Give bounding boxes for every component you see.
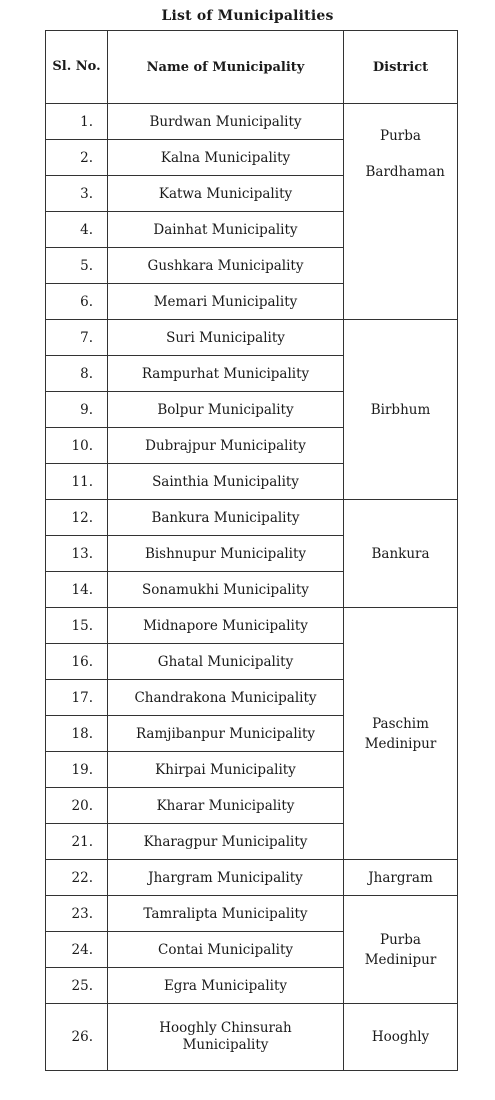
row-name: Gushkara Municipality [108,248,344,284]
district-name: Birbhum [370,401,431,418]
district-name: Hooghly [371,1029,430,1045]
district-name: Jhargram [368,869,433,886]
row-sl: 6. [46,284,108,320]
row-sl: 19. [46,752,108,788]
row-sl: 16. [46,644,108,680]
row-name: Contai Municipality [108,932,344,968]
row-name: Bankura Municipality [108,500,344,536]
row-sl: 11. [46,464,108,500]
header-row [46,31,458,104]
row-name [108,1004,344,1071]
row-name: Midnapore Municipality [108,608,344,644]
row-name: Jhargram Municipality [108,860,344,896]
table-row [46,500,458,536]
district-cell [344,320,458,500]
row-name: Sonamukhi Municipality [108,572,344,608]
table-row [46,320,458,356]
row-sl: 4. [46,212,108,248]
district-name: Bankura [371,545,430,562]
row-sl: 22. [46,860,108,896]
row-name: Ramjibanpur Municipality [108,716,344,752]
row-name: Egra Municipality [108,968,344,1004]
row-name: Suri Municipality [108,320,344,356]
row-sl: 18. [46,716,108,752]
municipality-table [45,30,458,1071]
row-sl: 8. [46,356,108,392]
row-name: Bolpur Municipality [108,392,344,428]
row-sl: 12. [46,500,108,536]
row-name: Dainhat Municipality [108,212,344,248]
row-sl: 7. [46,320,108,356]
row-name: Dubrajpur Municipality [108,428,344,464]
table-row [46,608,458,644]
row-name: Memari Municipality [108,284,344,320]
row-sl: 17. [46,680,108,716]
district-name: Purba Bardhaman [365,128,445,180]
row-sl: 21. [46,824,108,860]
row-name: Katwa Municipality [108,176,344,212]
header-name: Name of Municipality [108,31,344,104]
row-sl: 13. [46,536,108,572]
row-name: Ghatal Municipality [108,644,344,680]
row-name: Kharagpur Municipality [108,824,344,860]
row-name: Kalna Municipality [108,140,344,176]
row-sl: 5. [46,248,108,284]
row-sl: 14. [46,572,108,608]
district-cell [344,1004,458,1071]
district-name: Purba Medinipur [364,931,437,968]
table-row [46,896,458,932]
row-sl: 25. [46,968,108,1004]
row-name: Tamralipta Municipality [108,896,344,932]
table-row [46,860,458,896]
district-name: Paschim Medinipur [364,715,437,752]
header-district: District [344,31,458,104]
row-sl: 15. [46,608,108,644]
district-cell [344,500,458,608]
header-sl-no: Sl. No. [46,31,108,104]
row-sl: 20. [46,788,108,824]
row-name: Rampurhat Municipality [108,356,344,392]
row-sl: 2. [46,140,108,176]
row-name: Khirpai Municipality [108,752,344,788]
row-name: Burdwan Municipality [108,104,344,140]
row-name: Bishnupur Municipality [108,536,344,572]
row-name-text: Hooghly Chinsurah Municipality [159,1020,292,1053]
row-sl: 1. [46,104,108,140]
district-cell [344,104,458,320]
district-cell [344,608,458,860]
table-row [46,104,458,140]
page-title: List of Municipalities [161,8,334,24]
row-sl: 9. [46,392,108,428]
row-sl: 23. [46,896,108,932]
row-name: Kharar Municipality [108,788,344,824]
row-sl: 24. [46,932,108,968]
table-row [46,1004,458,1071]
row-sl: 3. [46,176,108,212]
district-cell [344,860,458,896]
row-sl: 26. [46,1004,108,1071]
row-name: Chandrakona Municipality [108,680,344,716]
district-cell [344,896,458,1004]
row-sl: 10. [46,428,108,464]
row-name: Sainthia Municipality [108,464,344,500]
